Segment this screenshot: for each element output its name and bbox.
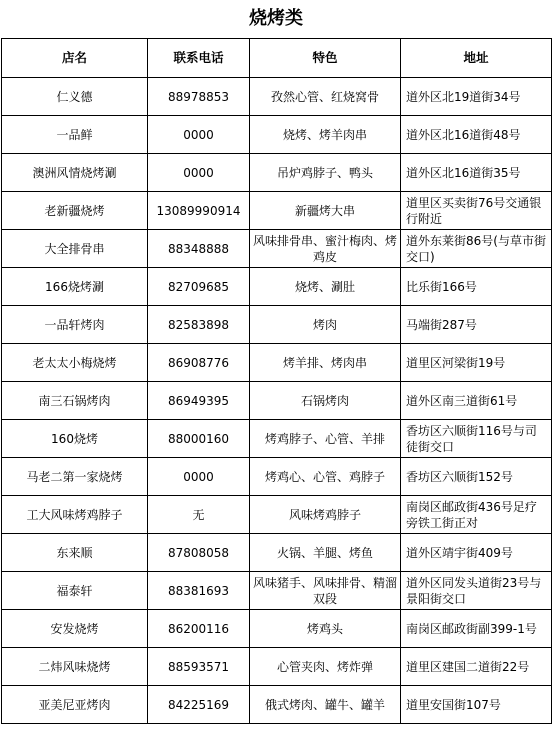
table-row — [2, 268, 552, 306]
cell-phone: 88381693 — [148, 572, 250, 610]
cell-feature: 风味排骨串、蜜汁梅肉、烤鸡皮 — [250, 230, 401, 268]
cell-phone: 88000160 — [148, 420, 250, 458]
cell-address: 道外区北16道街48号 — [401, 116, 552, 154]
cell-feature: 吊炉鸡脖子、鸭头 — [250, 154, 401, 192]
cell-name: 大全排骨串 — [2, 230, 148, 268]
table-row — [2, 534, 552, 572]
cell-name: 仁义德 — [2, 78, 148, 116]
cell-address: 道外区北19道街34号 — [401, 78, 552, 116]
cell-name: 一品轩烤肉 — [2, 306, 148, 344]
cell-feature: 烤鸡脖子、心管、羊排 — [250, 420, 401, 458]
table-row — [2, 610, 552, 648]
cell-feature: 烧烤、涮肚 — [250, 268, 401, 306]
cell-name: 福泰轩 — [2, 572, 148, 610]
cell-feature: 烤羊排、烤肉串 — [250, 344, 401, 382]
cell-feature: 孜然心管、红烧窝骨 — [250, 78, 401, 116]
header-row — [2, 39, 552, 78]
table-row — [2, 572, 552, 610]
cell-address: 香坊区六顺街116号与司徒街交口 — [401, 420, 552, 458]
cell-name: 一品鲜 — [2, 116, 148, 154]
table-row — [2, 78, 552, 116]
cell-phone: 82709685 — [148, 268, 250, 306]
table-row — [2, 306, 552, 344]
cell-phone: 88348888 — [148, 230, 250, 268]
cell-phone: 86908776 — [148, 344, 250, 382]
table-row — [2, 382, 552, 420]
cell-address: 比乐街166号 — [401, 268, 552, 306]
cell-phone: 82583898 — [148, 306, 250, 344]
cell-phone: 86949395 — [148, 382, 250, 420]
header-feature: 特色 — [250, 39, 401, 78]
cell-address: 道里区建国二道街22号 — [401, 648, 552, 686]
cell-address: 道外东莱街86号(与草市街交口) — [401, 230, 552, 268]
table-row — [2, 648, 552, 686]
table-row — [2, 686, 552, 724]
cell-address: 道外区北16道街35号 — [401, 154, 552, 192]
cell-feature: 烤鸡心、心管、鸡脖子 — [250, 458, 401, 496]
cell-phone: 88978853 — [148, 78, 250, 116]
cell-phone: 0000 — [148, 116, 250, 154]
cell-address: 道外区靖宇街409号 — [401, 534, 552, 572]
header-address: 地址 — [401, 39, 552, 78]
cell-name: 安发烧烤 — [2, 610, 148, 648]
table-row — [2, 154, 552, 192]
cell-name: 南三石锅烤肉 — [2, 382, 148, 420]
cell-address: 道外区南三道街61号 — [401, 382, 552, 420]
cell-address: 道里安国街107号 — [401, 686, 552, 724]
cell-address: 道外区同发头道街23号与景阳街交口 — [401, 572, 552, 610]
cell-name: 工大风味烤鸡脖子 — [2, 496, 148, 534]
table-row — [2, 458, 552, 496]
cell-phone: 87808058 — [148, 534, 250, 572]
cell-address: 道里区河梁街19号 — [401, 344, 552, 382]
cell-phone: 0000 — [148, 154, 250, 192]
cell-phone: 13089990914 — [148, 192, 250, 230]
cell-name: 160烧烤 — [2, 420, 148, 458]
cell-name: 澳洲风情烧烤涮 — [2, 154, 148, 192]
cell-phone: 86200116 — [148, 610, 250, 648]
cell-name: 166烧烤涮 — [2, 268, 148, 306]
cell-address: 南岗区邮政街436号足疗旁铁工街正对 — [401, 496, 552, 534]
table-row — [2, 344, 552, 382]
table-row — [2, 496, 552, 534]
header-phone: 联系电话 — [148, 39, 250, 78]
cell-address: 南岗区邮政街副399-1号 — [401, 610, 552, 648]
cell-feature: 风味烤鸡脖子 — [250, 496, 401, 534]
cell-name: 东来顺 — [2, 534, 148, 572]
table-row — [2, 420, 552, 458]
restaurant-table — [1, 38, 552, 724]
cell-name: 马老二第一家烧烤 — [2, 458, 148, 496]
cell-address: 道里区买卖街76号交通银行附近 — [401, 192, 552, 230]
table-row — [2, 116, 552, 154]
cell-feature: 石锅烤肉 — [250, 382, 401, 420]
cell-name: 二炜风味烧烤 — [2, 648, 148, 686]
table-row — [2, 192, 552, 230]
cell-name: 老太太小梅烧烤 — [2, 344, 148, 382]
cell-feature: 烧烤、烤羊肉串 — [250, 116, 401, 154]
cell-feature: 新疆烤大串 — [250, 192, 401, 230]
cell-name: 亚美尼亚烤肉 — [2, 686, 148, 724]
cell-phone: 88593571 — [148, 648, 250, 686]
page-title: 烧烤类 — [249, 8, 303, 29]
cell-feature: 风味猪手、风味排骨、精溜双段 — [250, 572, 401, 610]
cell-phone: 无 — [148, 496, 250, 534]
cell-phone: 84225169 — [148, 686, 250, 724]
cell-feature: 俄式烤肉、罐牛、罐羊 — [250, 686, 401, 724]
cell-feature: 心管夹肉、烤炸弹 — [250, 648, 401, 686]
cell-name: 老新疆烧烤 — [2, 192, 148, 230]
cell-feature: 烤肉 — [250, 306, 401, 344]
cell-address: 香坊区六顺街152号 — [401, 458, 552, 496]
cell-phone: 0000 — [148, 458, 250, 496]
cell-feature: 烤鸡头 — [250, 610, 401, 648]
header-name: 店名 — [2, 39, 148, 78]
table-row — [2, 230, 552, 268]
cell-feature: 火锅、羊腿、烤鱼 — [250, 534, 401, 572]
cell-address: 马端街287号 — [401, 306, 552, 344]
